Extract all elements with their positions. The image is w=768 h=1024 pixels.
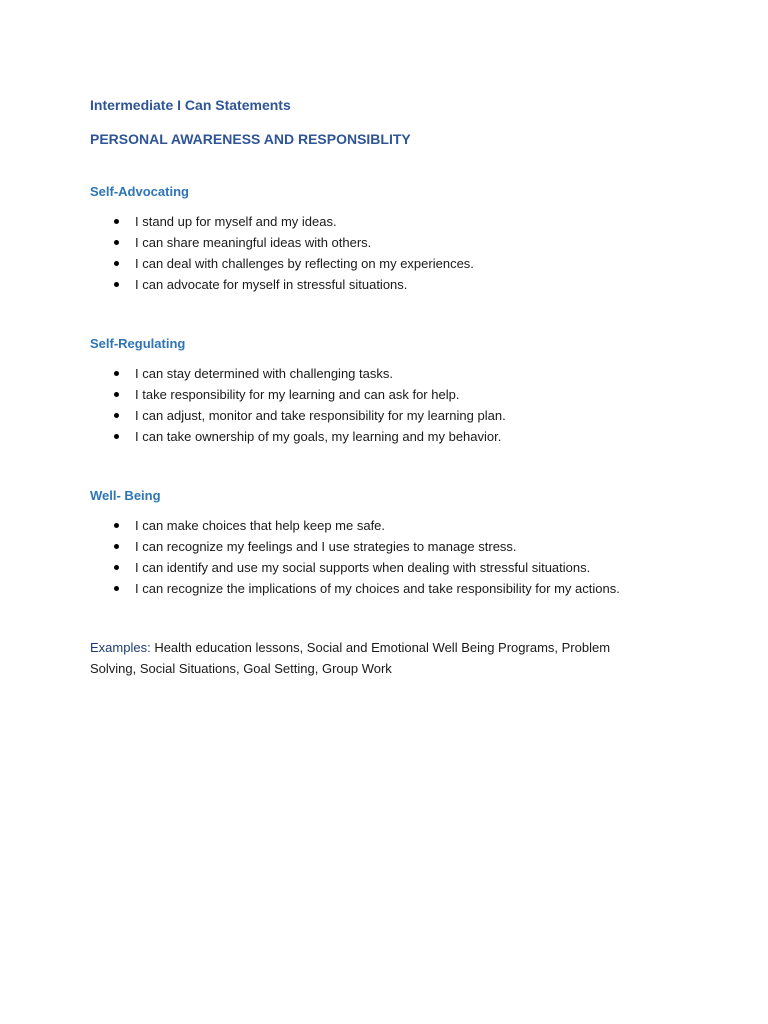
list-item xyxy=(90,253,690,274)
examples-paragraph xyxy=(90,637,650,679)
bullet-icon xyxy=(114,392,119,397)
bullet-icon xyxy=(114,586,119,591)
list-item-text: I can take ownership of my goals, my learning and my behavior. xyxy=(135,429,502,444)
document-content xyxy=(90,95,690,679)
section-self-regulating xyxy=(90,335,690,447)
section-well-being xyxy=(90,487,690,599)
bullet-list xyxy=(90,363,690,447)
list-item xyxy=(90,557,690,578)
bullet-list xyxy=(90,515,690,599)
list-item xyxy=(90,536,690,557)
list-item xyxy=(90,363,690,384)
list-item-text: I can recognize my feelings and I use strategies to manage stress. xyxy=(135,539,517,554)
bullet-icon xyxy=(114,261,119,266)
bullet-icon xyxy=(114,371,119,376)
list-item xyxy=(90,384,690,405)
list-item-text: I can make choices that help keep me safe. xyxy=(135,518,386,533)
list-item-text: I can stay determined with challenging tasks. xyxy=(135,366,393,381)
section-heading: Self-Advocating xyxy=(90,184,189,199)
list-item xyxy=(90,274,690,295)
document-title: Intermediate I Can Statements xyxy=(90,97,291,113)
examples-text: Health education lessons, Social and Emotional Well Being Programs, Problem Solving, Social Situations, Goal Setting, Group Work xyxy=(90,640,611,676)
list-item-text: I stand up for myself and my ideas. xyxy=(135,214,337,229)
examples-label: Examples: xyxy=(90,640,151,655)
list-item-text: I can recognize the implications of my choices and take responsibility for my actions. xyxy=(135,581,620,596)
list-item xyxy=(90,232,690,253)
bullet-icon xyxy=(114,240,119,245)
bullet-icon xyxy=(114,413,119,418)
list-item xyxy=(90,405,690,426)
list-item-text: I can identify and use my social supports when dealing with stressful situations. xyxy=(135,560,591,575)
list-item xyxy=(90,515,690,536)
list-item-text: I can adjust, monitor and take responsibility for my learning plan. xyxy=(135,408,506,423)
list-item-text: I take responsibility for my learning and can ask for help. xyxy=(135,387,460,402)
list-item-text: I can advocate for myself in stressful situations. xyxy=(135,277,408,292)
bullet-icon xyxy=(114,219,119,224)
bullet-list xyxy=(90,211,690,295)
section-heading: Self-Regulating xyxy=(90,336,186,351)
list-item xyxy=(90,578,690,599)
bullet-icon xyxy=(114,523,119,528)
bullet-icon xyxy=(114,565,119,570)
list-item-text: I can share meaningful ideas with others. xyxy=(135,235,372,250)
list-item xyxy=(90,211,690,232)
list-item-text: I can deal with challenges by reflecting on my experiences. xyxy=(135,256,474,271)
bullet-icon xyxy=(114,282,119,287)
bullet-icon xyxy=(114,544,119,549)
bullet-icon xyxy=(114,434,119,439)
section-self-advocating xyxy=(90,183,690,295)
document-subtitle: PERSONAL AWARENESS AND RESPONSIBLITY xyxy=(90,131,411,147)
section-heading: Well- Being xyxy=(90,488,161,503)
list-item xyxy=(90,426,690,447)
